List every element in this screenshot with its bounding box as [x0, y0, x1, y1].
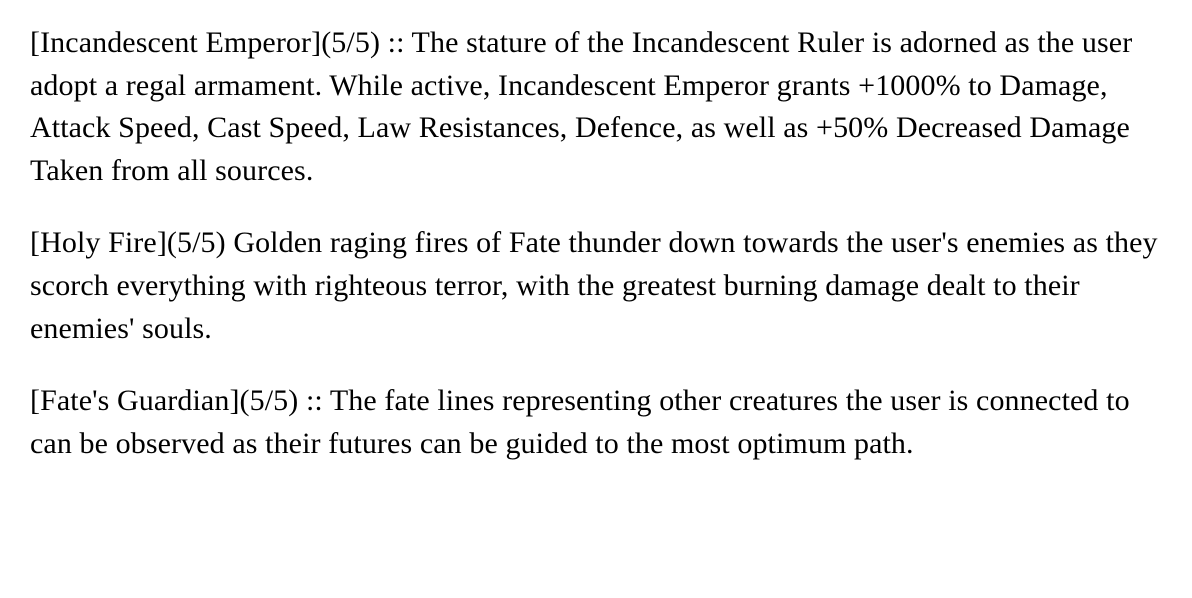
ability-description-incandescent-emperor: [Incandescent Emperor](5/5) :: The stature of the Incandescent Ruler is adorned as the user adopt a regal armament. While active, Incandescent Emperor grants +1000% to Damage, Attack Speed, Cast Speed, Law Resistances, Defence, as well as +50% Decreased Damage Taken from all sources. [30, 26, 1133, 187]
ability-description-fates-guardian: [Fate's Guardian](5/5) :: The fate lines representing other creatures the user is connected to can be observed as their futures can be guided to the most optimum path. [30, 384, 1130, 460]
ability-description-holy-fire: [Holy Fire](5/5) Golden raging fires of Fate thunder down towards the user's enemies as they scorch everything with righteous terror, with the greatest burning damage dealt to their enemies' souls. [30, 226, 1158, 345]
